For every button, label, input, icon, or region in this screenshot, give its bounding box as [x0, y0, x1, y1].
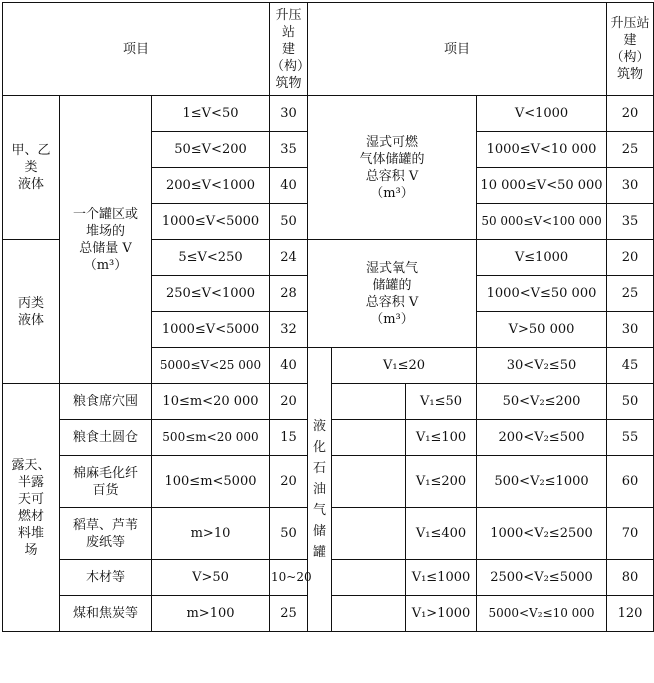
lpg-v2-cell: 50<V₂≤200 — [477, 384, 607, 420]
lpg-v1-cell: V₁≤50 — [406, 384, 477, 420]
lpg-v1-cell: V₁≤400 — [406, 508, 477, 560]
lpg-spacer-cell — [332, 560, 406, 596]
lpg-spacer-cell — [332, 508, 406, 560]
header-facility-left: 升压站 建 （构） 筑物 — [270, 3, 308, 96]
group-b-label: 丙类 液体 — [3, 240, 60, 384]
material-value-cell: 25 — [270, 596, 308, 632]
lpg-value-cell: 80 — [607, 560, 654, 596]
wet-oxygen-label: 湿式氧气 储罐的 总容积 V （m³） — [308, 240, 477, 348]
wet-gas-range-cell: 50 000≤V<100 000 — [477, 204, 607, 240]
material-value-cell: 15 — [270, 420, 308, 456]
lpg-value-cell: 55 — [607, 420, 654, 456]
material-value-cell: 20 — [270, 456, 308, 508]
lpg-value-cell: 50 — [607, 384, 654, 420]
wet-gas-value-cell: 20 — [607, 96, 654, 132]
material-name-cell: 煤和焦炭等 — [60, 596, 152, 632]
liquid-value-cell: 30 — [270, 96, 308, 132]
header-facility-right: 升压站 建 （构） 筑物 — [607, 3, 654, 96]
material-value-cell: 10~20 — [270, 560, 308, 596]
lpg-v2-cell: 2500<V₂≤5000 — [477, 560, 607, 596]
lpg-spacer-cell — [332, 596, 406, 632]
material-name-cell: 木材等 — [60, 560, 152, 596]
lpg-v1-cell: V₁≤200 — [406, 456, 477, 508]
wet-oxygen-range-cell: V≤1000 — [477, 240, 607, 276]
material-name-cell: 棉麻毛化纤 百货 — [60, 456, 152, 508]
table-row — [3, 96, 654, 132]
material-name-cell: 粮食席穴囤 — [60, 384, 152, 420]
lpg-spacer-cell — [332, 420, 406, 456]
header-item-right: 项目 — [308, 3, 607, 96]
liquid-value-cell: 24 — [270, 240, 308, 276]
lpg-value-cell: 120 — [607, 596, 654, 632]
lpg-v2-cell: 5000<V₂≤10 000 — [477, 596, 607, 632]
wet-oxygen-value-cell: 25 — [607, 276, 654, 312]
liquid-range-cell: 250≤V<1000 — [152, 276, 270, 312]
material-range-cell: V>50 — [152, 560, 270, 596]
liquid-value-cell: 32 — [270, 312, 308, 348]
wet-gas-value-cell: 25 — [607, 132, 654, 168]
lpg-v2-cell: 30<V₂≤50 — [477, 348, 607, 384]
wet-oxygen-value-cell: 30 — [607, 312, 654, 348]
wet-oxygen-value-cell: 20 — [607, 240, 654, 276]
lpg-value-cell: 70 — [607, 508, 654, 560]
lpg-v1-cell: V₁>1000 — [406, 596, 477, 632]
liquid-range-cell: 1000≤V<5000 — [152, 204, 270, 240]
wet-gas-value-cell: 30 — [607, 168, 654, 204]
material-value-cell: 20 — [270, 384, 308, 420]
wet-gas-value-cell: 35 — [607, 204, 654, 240]
wet-gas-label: 湿式可燃 气体储罐的 总容积 V （m³） — [308, 96, 477, 240]
lpg-v2-cell: 500<V₂≤1000 — [477, 456, 607, 508]
group-a-label: 甲、乙 类 液体 — [3, 96, 60, 240]
lpg-value-cell: 60 — [607, 456, 654, 508]
liquid-value-cell: 40 — [270, 348, 308, 384]
liquid-value-cell: 40 — [270, 168, 308, 204]
wet-gas-range-cell: V<1000 — [477, 96, 607, 132]
lpg-v2-cell: 1000<V₂≤2500 — [477, 508, 607, 560]
group-c-label: 露天、 半露 天可 燃材 料堆 场 — [3, 384, 60, 632]
liquid-range-cell: 5000≤V<25 000 — [152, 348, 270, 384]
lpg-tank-label: 液 化 石 油 气 储 罐 — [308, 348, 332, 632]
lpg-v1-cell: V₁≤20 — [332, 348, 477, 384]
material-name-cell: 粮食土圆仓 — [60, 420, 152, 456]
header-row — [3, 3, 654, 96]
header-item-left: 项目 — [3, 3, 270, 96]
wet-gas-range-cell: 10 000≤V<50 000 — [477, 168, 607, 204]
liquid-range-cell: 1000≤V<5000 — [152, 312, 270, 348]
wet-gas-range-cell: 1000≤V<10 000 — [477, 132, 607, 168]
lpg-spacer-cell — [332, 384, 406, 420]
lpg-v1-cell: V₁≤1000 — [406, 560, 477, 596]
material-range-cell: 500≤m<20 000 — [152, 420, 270, 456]
liquid-range-cell: 5≤V<250 — [152, 240, 270, 276]
lpg-spacer-cell — [332, 456, 406, 508]
lpg-value-cell: 45 — [607, 348, 654, 384]
material-name-cell: 稻草、芦苇 废纸等 — [60, 508, 152, 560]
liquid-value-cell: 35 — [270, 132, 308, 168]
spacing-table — [2, 2, 654, 632]
storage-volume-label: 一个罐区或 堆场的 总储量 V （m³） — [60, 96, 152, 384]
liquid-value-cell: 50 — [270, 204, 308, 240]
material-range-cell: m>100 — [152, 596, 270, 632]
material-range-cell: 100≤m<5000 — [152, 456, 270, 508]
liquid-range-cell: 1≤V<50 — [152, 96, 270, 132]
wet-oxygen-range-cell: 1000<V≤50 000 — [477, 276, 607, 312]
lpg-v2-cell: 200<V₂≤500 — [477, 420, 607, 456]
liquid-range-cell: 200≤V<1000 — [152, 168, 270, 204]
material-range-cell: 10≤m<20 000 — [152, 384, 270, 420]
material-range-cell: m>10 — [152, 508, 270, 560]
wet-oxygen-range-cell: V>50 000 — [477, 312, 607, 348]
lpg-v1-cell: V₁≤100 — [406, 420, 477, 456]
material-value-cell: 50 — [270, 508, 308, 560]
liquid-range-cell: 50≤V<200 — [152, 132, 270, 168]
liquid-value-cell: 28 — [270, 276, 308, 312]
